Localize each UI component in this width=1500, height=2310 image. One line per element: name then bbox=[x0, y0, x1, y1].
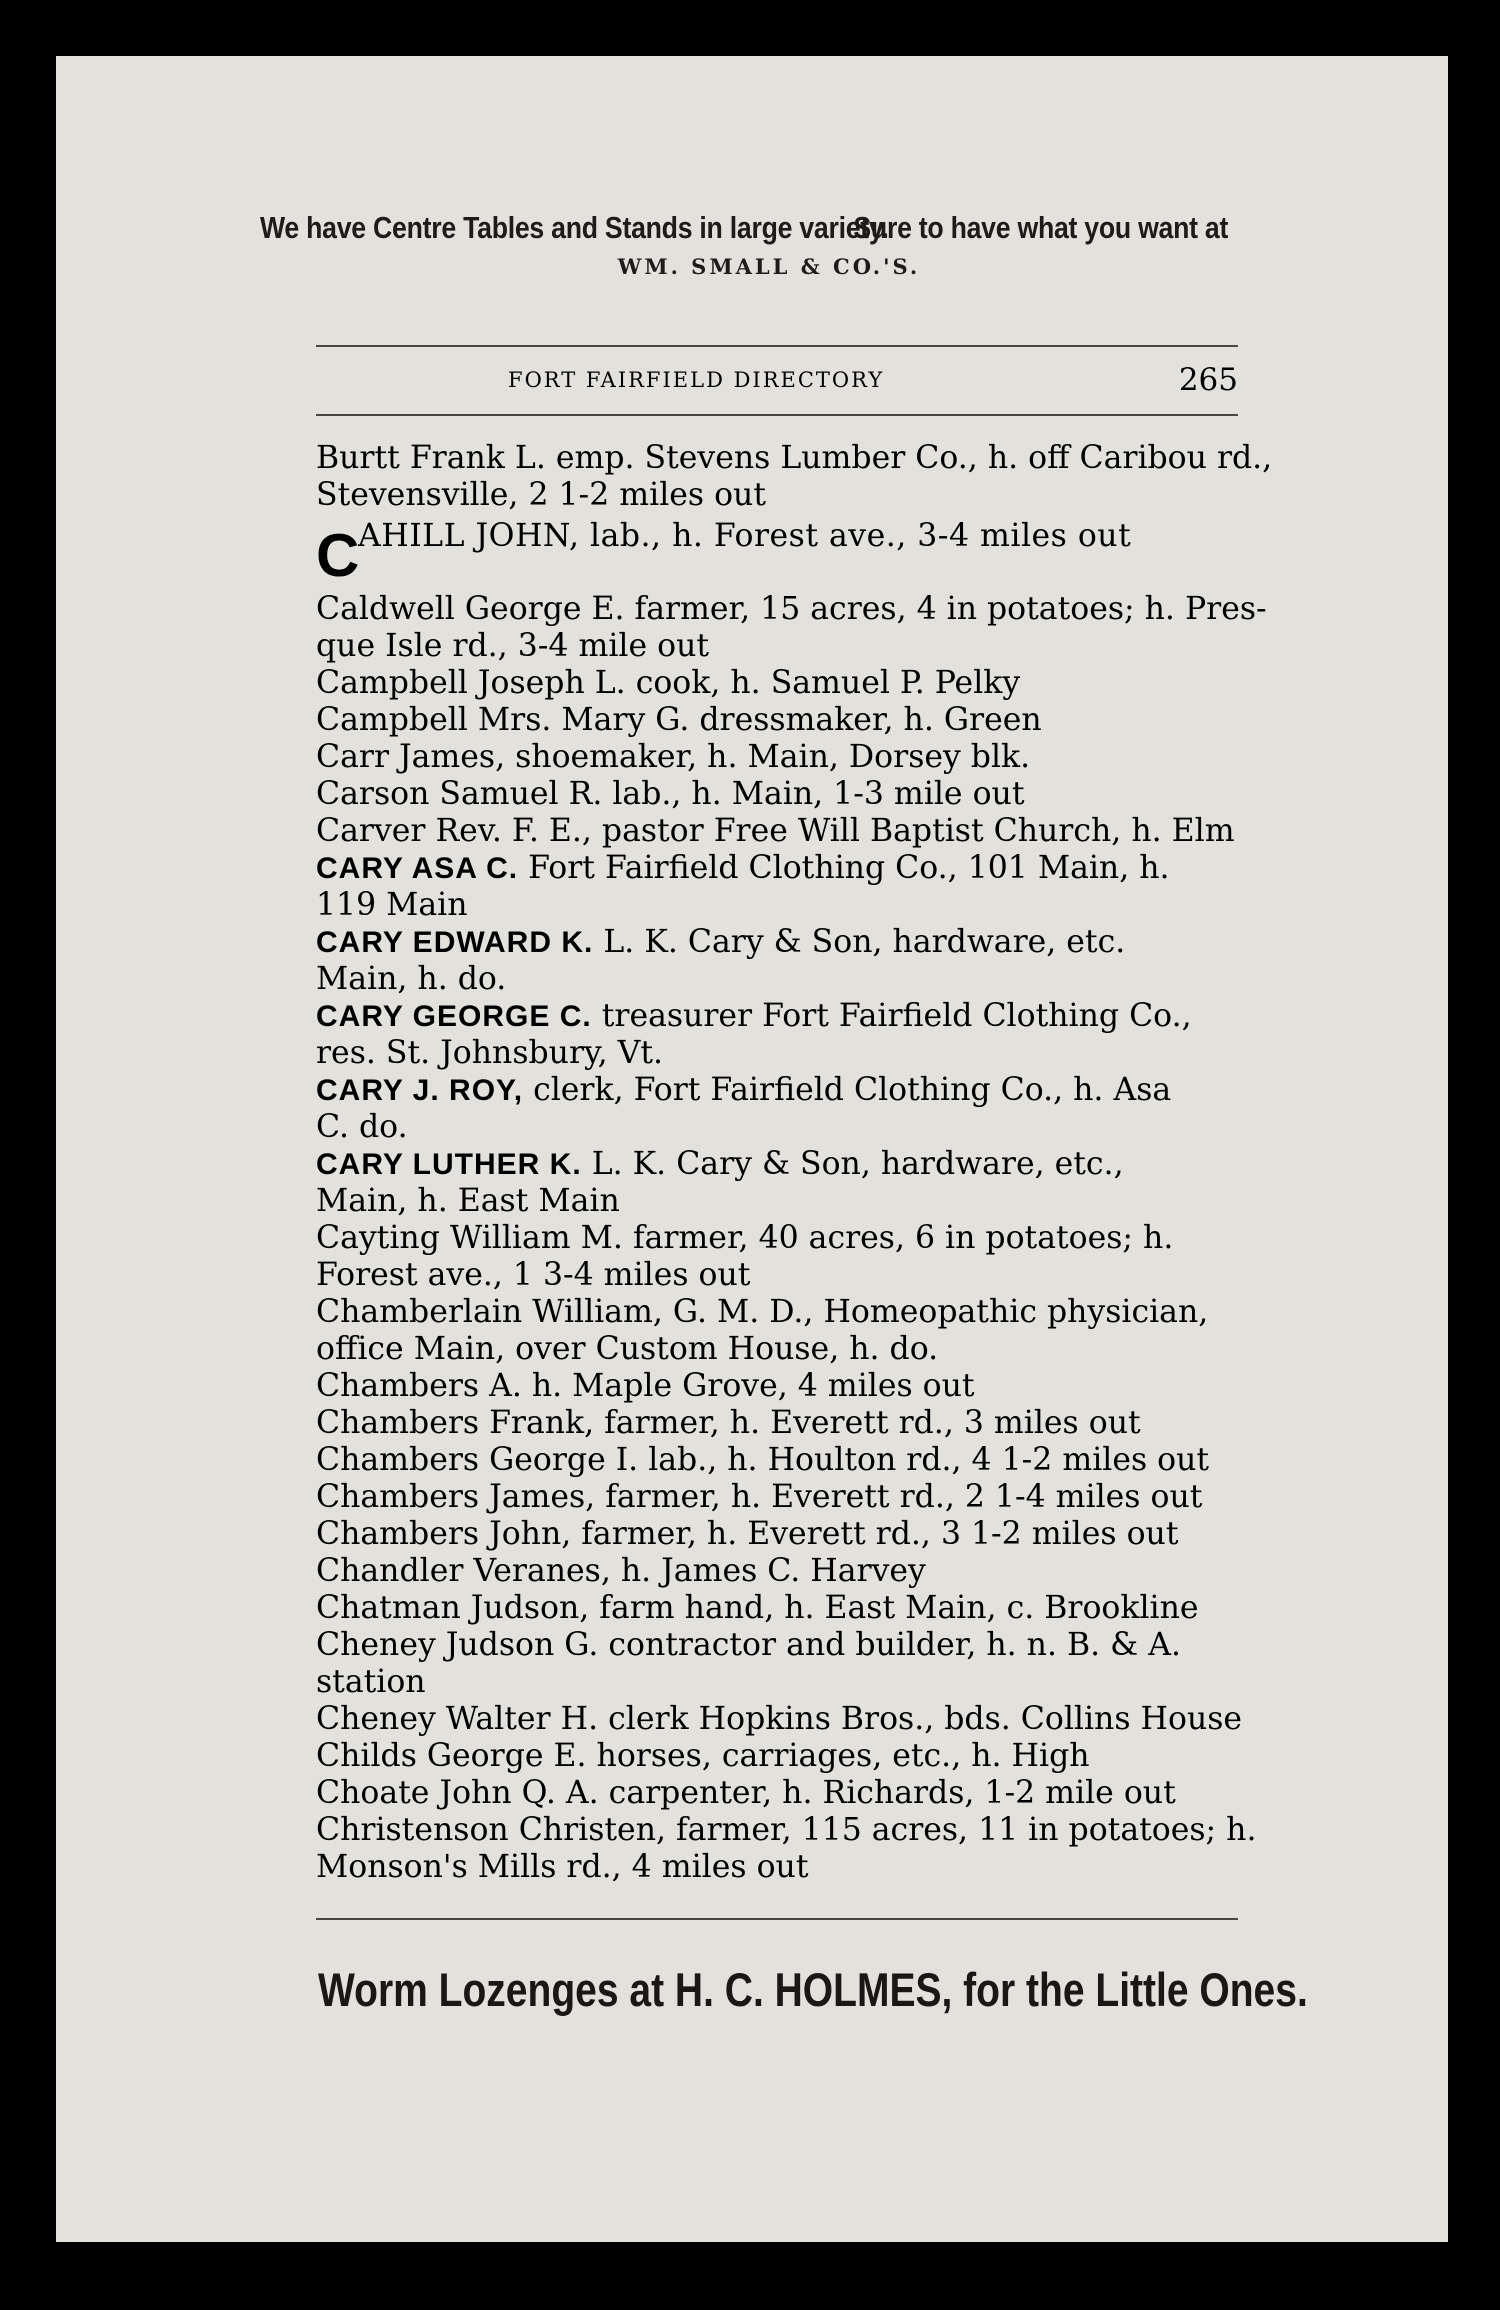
entry-continuation: Main, h. East Main bbox=[316, 1183, 620, 1219]
entry-text: L. K. Cary & Son, hardware, etc. bbox=[593, 924, 1126, 960]
entry-text: Chambers George I. lab., h. Houlton rd., 4 1-2 miles out bbox=[316, 1442, 1210, 1478]
bottom-rule bbox=[316, 1918, 1238, 1920]
directory-entry bbox=[316, 998, 1241, 1072]
directory-entry bbox=[316, 1146, 1241, 1220]
directory-entry bbox=[316, 776, 1241, 813]
entry-continuation: Stevensville, 2 1-2 miles out bbox=[316, 477, 766, 513]
directory-entry bbox=[316, 1775, 1241, 1812]
entry-text: Carver Rev. F. E., pastor Free Will Baptist Church, h. Elm bbox=[316, 813, 1235, 849]
directory-entry bbox=[316, 1479, 1241, 1516]
entry-text: Campbell Mrs. Mary G. dressmaker, h. Green bbox=[316, 702, 1042, 738]
entry-continuation: que Isle rd., 3-4 mile out bbox=[316, 628, 710, 664]
entry-text: Burtt Frank L. emp. Stevens Lumber Co., h. off Caribou rd., bbox=[316, 440, 1273, 476]
directory-entry bbox=[316, 665, 1241, 702]
top-rule-1 bbox=[316, 345, 1238, 347]
entry-text: Caldwell George E. farmer, 15 acres, 4 in potatoes; h. Pres- bbox=[316, 591, 1267, 627]
top-ad-store-name: WM. SMALL & CO.'S. bbox=[617, 254, 921, 279]
directory-entry bbox=[316, 1590, 1241, 1627]
directory-entry bbox=[316, 739, 1241, 776]
page-number: 265 bbox=[1178, 362, 1238, 398]
top-ad-left-text: We have Centre Tables and Stands in large variety. bbox=[260, 210, 889, 245]
directory-entry bbox=[316, 813, 1241, 850]
directory-entry bbox=[316, 440, 1273, 514]
entry-continuation: Monson's Mills rd., 4 miles out bbox=[316, 1849, 809, 1885]
entry-text: Christenson Christen, farmer, 115 acres, 11 in potatoes; h. bbox=[316, 1812, 1257, 1848]
top-ad-right-text: Sure to have what you want at bbox=[853, 210, 1229, 245]
directory-entry bbox=[316, 1627, 1241, 1701]
entry-text: Campbell Joseph L. cook, h. Samuel P. Pelky bbox=[316, 665, 1021, 701]
directory-entry bbox=[316, 1516, 1241, 1553]
entry-text: Chandler Veranes, h. James C. Harvey bbox=[316, 1553, 926, 1589]
directory-entry bbox=[316, 1294, 1241, 1368]
directory-entry bbox=[316, 702, 1241, 739]
entry-text: Fort Fairfield Clothing Co., 101 Main, h. bbox=[518, 850, 1170, 886]
entry-continuation: C. do. bbox=[316, 1109, 408, 1145]
top-advertisement bbox=[260, 210, 1238, 279]
entry-text: clerk, Fort Fairfield Clothing Co., h. Asa bbox=[523, 1072, 1172, 1108]
directory-entry bbox=[316, 518, 1241, 589]
directory-entry bbox=[316, 1553, 1241, 1590]
entry-text: Cheney Walter H. clerk Hopkins Bros., bds. Collins House bbox=[316, 1701, 1243, 1737]
entry-continuation: 119 Main bbox=[316, 887, 468, 923]
entry-name-bold: CARY GEORGE C. bbox=[316, 1000, 592, 1033]
directory-entry bbox=[316, 1738, 1241, 1775]
directory-entry bbox=[316, 1220, 1241, 1294]
entry-text: Cheney Judson G. contractor and builder, h. n. B. & A. bbox=[316, 1627, 1181, 1663]
entry-text: Carr James, shoemaker, h. Main, Dorsey blk. bbox=[316, 739, 1031, 775]
directory-entry bbox=[316, 1368, 1241, 1405]
entry-continuation: res. St. Johnsbury, Vt. bbox=[316, 1035, 664, 1071]
top-rule-2 bbox=[316, 414, 1238, 416]
entry-text: Choate John Q. A. carpenter, h. Richards, 1-2 mile out bbox=[316, 1775, 1176, 1811]
entry-name-bold: CARY LUTHER K. bbox=[316, 1148, 582, 1181]
directory-entry bbox=[316, 1701, 1241, 1738]
entry-text: Chatman Judson, farm hand, h. East Main, c. Brookline bbox=[316, 1590, 1199, 1626]
directory-entry bbox=[316, 850, 1241, 924]
entry-continuation: Main, h. do. bbox=[316, 961, 507, 997]
entry-text: Chambers James, farmer, h. Everett rd., 2 1-4 miles out bbox=[316, 1479, 1203, 1515]
entry-continuation: office Main, over Custom House, h. do. bbox=[316, 1331, 939, 1367]
entry-text: Chamberlain William, G. M. D., Homeopathic physician, bbox=[316, 1294, 1209, 1330]
entry-text: Chambers John, farmer, h. Everett rd., 3 1-2 miles out bbox=[316, 1516, 1179, 1552]
directory-title: FORT FAIRFIELD DIRECTORY bbox=[508, 368, 885, 392]
entry-continuation: station bbox=[316, 1664, 426, 1700]
entry-text: Chambers A. h. Maple Grove, 4 miles out bbox=[316, 1368, 975, 1404]
directory-entry bbox=[316, 924, 1241, 998]
entry-text: Childs George E. horses, carriages, etc., h. High bbox=[316, 1738, 1090, 1774]
entry-text: AHILL JOHN, lab., h. Forest ave., 3-4 miles out bbox=[358, 518, 1132, 554]
entry-continuation: Forest ave., 1 3-4 miles out bbox=[316, 1257, 751, 1293]
directory-entry bbox=[316, 1442, 1241, 1479]
bottom-advertisement: Worm Lozenges at H. C. HOLMES, for the Little Ones. bbox=[318, 1963, 1308, 2016]
drop-cap-letter: C bbox=[316, 522, 360, 589]
entry-text: L. K. Cary & Son, hardware, etc., bbox=[581, 1146, 1124, 1182]
entry-text: Chambers Frank, farmer, h. Everett rd., 3 miles out bbox=[316, 1405, 1141, 1441]
entry-name-bold: CARY J. ROY, bbox=[316, 1074, 524, 1107]
directory-entry bbox=[316, 1812, 1257, 1886]
entry-name-bold: CARY ASA C. bbox=[316, 852, 519, 885]
directory-entries bbox=[316, 440, 1273, 1886]
directory-entry bbox=[316, 591, 1267, 665]
entry-name-bold: CARY EDWARD K. bbox=[316, 926, 594, 959]
entry-text: treasurer Fort Fairfield Clothing Co., bbox=[591, 998, 1192, 1034]
entry-text: Carson Samuel R. lab., h. Main, 1-3 mile out bbox=[316, 776, 1025, 812]
directory-entry bbox=[316, 1072, 1241, 1146]
entry-text: Cayting William M. farmer, 40 acres, 6 in potatoes; h. bbox=[316, 1220, 1174, 1256]
directory-entry bbox=[316, 1405, 1241, 1442]
